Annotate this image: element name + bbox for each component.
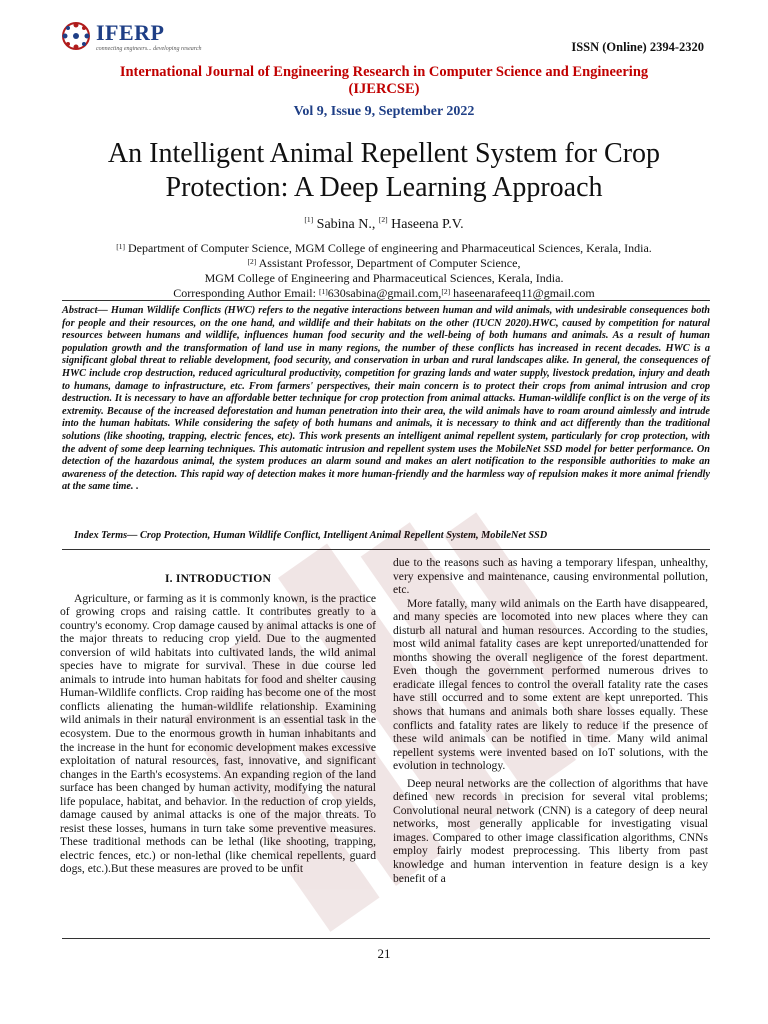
divider-top	[62, 300, 710, 301]
intro-paragraph-1-continued: due to the reasons such as having a temporary lifespan, unhealthy, very expensive and maintenance, causing environmental pollution, etc.	[393, 556, 708, 597]
authors-line	[70, 217, 698, 233]
email-2[interactable]: haseenarafeeq11@gmail.com	[453, 286, 595, 300]
email1-mark: [1]	[318, 287, 328, 296]
body-left-column	[60, 564, 376, 876]
abstract-label: Abstract—	[62, 305, 111, 316]
author2-mark: [2]	[378, 215, 388, 224]
affiliations	[60, 241, 708, 301]
paper-title-line1: An Intelligent Animal Repellent System for Crop	[107, 138, 661, 169]
affiliation-3: MGM College of Engineering and Pharmaceutical Sciences, Kerala, India.	[204, 271, 564, 285]
author2-name: Haseena P.V.	[391, 217, 464, 232]
index-terms-label: Index Terms—	[74, 530, 140, 541]
journal-title-line1: International Journal of Engineering Research in Computer Science and Engineering	[119, 64, 649, 80]
author1-name: Sabina N.,	[316, 217, 379, 232]
logo-wordmark: IFERP	[96, 20, 165, 45]
divider-footer	[62, 938, 710, 939]
paper-title-line2: Protection: A Deep Learning Approach	[165, 172, 603, 203]
issn-label: ISSN (Online) 2394-2320	[571, 40, 704, 54]
index-terms	[74, 530, 710, 541]
corresponding-email	[60, 286, 708, 301]
affiliation-2-mark: [2]	[247, 257, 257, 266]
logo-tagline: connecting engineers... developing research	[96, 46, 202, 52]
affiliation-2-text: Assistant Professor, Department of Computer Science,	[258, 256, 521, 270]
journal-title-line2: (IJERCSE)	[348, 81, 420, 97]
paper-title	[50, 137, 718, 205]
affiliation-2	[60, 256, 708, 271]
page-number: 21	[377, 946, 391, 961]
volume-issue: Vol 9, Issue 9, September 2022	[293, 104, 475, 119]
email-label: Corresponding Author Email:	[173, 286, 319, 300]
affiliation-1-text: Department of Computer Science, MGM College of engineering and Pharmaceutical Sciences, Kerala, India.	[127, 241, 652, 255]
abstract	[62, 305, 710, 494]
email-1[interactable]: 630sabina@gmail.com,	[327, 286, 442, 300]
divider-abstract	[62, 549, 710, 550]
intro-paragraph-1: Agriculture, or farming as it is commonly known, is the practice of growing crops and raising cattle. It contributes greatly to a country's economy. Crop damage caused by animal attacks is one of the major threats to reducing crop yield. Due to the augmented conversion of wild habitats into cultivated lands, the wild animal species have to migrate for survival. These in due course led animals to intrude into human habitats for food and shelter causing Human-Wildlife conflicts. Crop raiding has become one of the most conflicts alienating the human-wildlife relationship. Examining wild animals in their natural environment is an essential task in the ecosystem. Due to the enormous growth in human inhabitants and the increase in the hunt for economic development makes excessive exploitation of natural resources, fast, innovative, and significant changes in the Earth's ecosystems. An expanding region of the land surface has been changed by human activity, modifying the natural life populace, habitat, and behavior. In the reduction of crop yields, damage caused by animal attacks is one of the major threats. To resist these losses, humans in turn take some preventive measures. These traditional methods can be lethal (like shooting, trapping, electric fences, etc.) or non-lethal (like chemical repellents, guard dogs, etc.).But these measures are proved to be unfit	[60, 591, 376, 876]
journal-title	[70, 64, 698, 98]
body-right-column	[393, 556, 708, 885]
intro-paragraph-2: More fatally, many wild animals on the Earth have disappeared, and many species are locomoted into new places where they can disturb all natural and human resources. According to the studies, most wild animal fatality cases are kept unreported/unattended for months showing the overall negligence of the forest department. Even though the government performed numerous drives to eradicate illegal fences to control the overall fatality rate the cases have still occurred and to some extent are kept unreported. This shows that humans and animals both share losses equally. These conflicts and fatality rates are likely to reduce if the presence of these wild animals can be notified in time. Many wild animal repellent systems were invented based on IoT solutions, with the evolution in technology.	[393, 596, 708, 773]
iferp-logo	[60, 18, 202, 62]
abstract-text: Human Wildlife Conflicts (HWC) refers to the negative interactions between human and wild animals, with undesirable consequences both for people and their resources, on the one hand, and wildlife and their habitats on the other (IUCN 2020).HWC, caused by competition for natural resources between humans and wildlife, influences human food security and the well-being of both humans and animals. As a result of human population growth and the transformation of land use in many regions, the number of these conflicts has increased in recent decades. HWC is a significant global threat to reliable development, food security, and conservation in urban and rural landscapes alike. In general, the consequences of HWC include crop destruction, reduced agricultural productivity, competition for grazing lands and water supply, livestock predation, injury and death to humans, damage to infrastructure, etc. From farmers' perspectives, their main concern is to protect their crops from animal intrusion and crop destruction. It is necessary to have an affordable better technique for crop protection from animal attacks. Human-wildlife conflict is on the verge of its extremity. Because of the increased deforestation and human penetration into their area, the wild animals have to roam around aimlessly and intrude into the human habitats. While considering the safety of both humans and animals, it is necessary to think and act differently than the traditional solutions (like shooting, trapping, electric fences, etc). This work presents an intelligent animal repellent system, particularly for crop protection, with the advent of some deep learning techniques. This automatic intrusion and repellent system uses the MobileNet SSD model for better performance. On detection of the hazardous animal, the system produces an alarm sound and makes an alert notification to the responsible authorities to make an awareness of the detection. This rapid way of detection makes it more human-friendly and the harmless way of repulsion makes it more animal friendly at the same time. .	[62, 305, 710, 493]
affiliation-1	[60, 241, 708, 256]
intro-paragraph-3: Deep neural networks are the collection of algorithms that have defined new records in precision for several vital problems; Convolutional neural network (CNN) is a category of deep neural networks, most generally applicable for investigating visual images. Compared to other image classification algorithms, CNNs employ fairly modest preprocessing. This liberty from past knowledge and human intervention in feature design is a key benefit of a	[393, 776, 708, 885]
author1-mark: [1]	[304, 215, 314, 224]
email2-mark: [2]	[441, 287, 451, 296]
section-heading-introduction: I. INTRODUCTION	[164, 572, 272, 585]
logo-globe-icon	[60, 20, 92, 52]
index-terms-text: Crop Protection, Human Wildlife Conflict, Intelligent Animal Repellent System, MobileNet SSD	[139, 530, 548, 541]
affiliation-1-mark: [1]	[116, 242, 125, 251]
